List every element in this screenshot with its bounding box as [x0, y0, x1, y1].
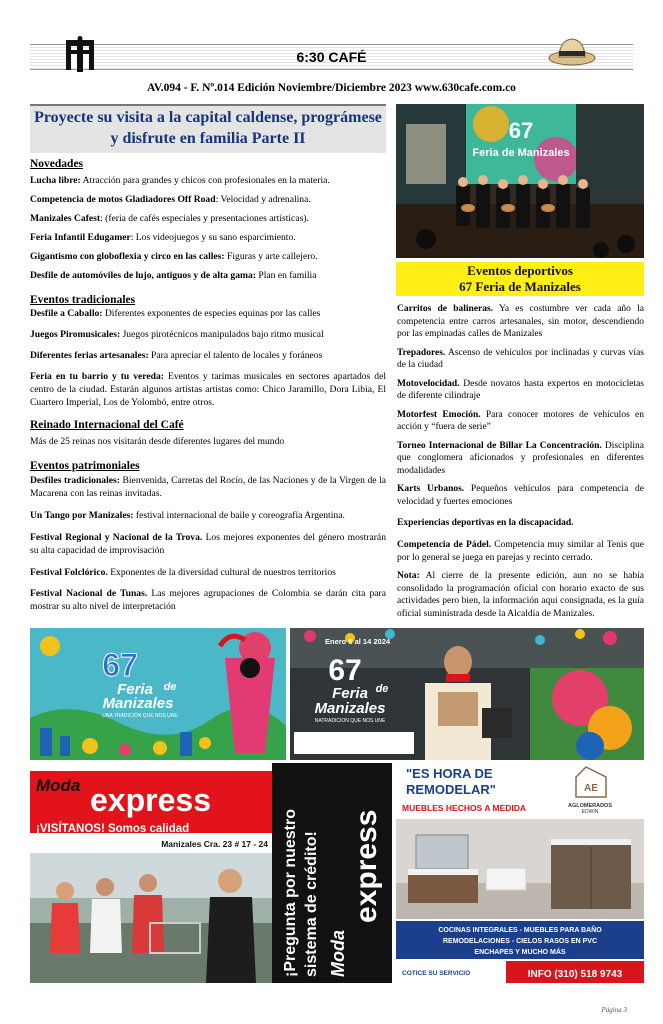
ad-vertical-line1: ¡Pregunta por nuestro — [282, 808, 299, 977]
ad2-services2: REMODELACIONES - CIELOS RASOS EN PVC — [442, 938, 598, 945]
ad-address: Manizales Cra. 23 # 17 - 24 — [161, 839, 268, 849]
banner-tagline: UNA TRADICIÓN QUE NOS UNE — [102, 713, 178, 719]
list-item: Torneo Internacional de Billar La Concentración. Disciplina que conglomera aficionados y profesionales en diferentes modalidades — [397, 440, 644, 476]
list-item: Experiencias deportivas en la discapacidad. — [397, 518, 574, 529]
list-item: Manizales Cafest: (feria de cafés especiales y presentaciones artísticas). — [30, 212, 309, 224]
ad2-headline2: REMODELAR" — [406, 782, 496, 797]
article-headline: Proyecte su visita a la capital caldense, prográmese y disfrute en familia Parte II — [30, 104, 386, 153]
sports-title-line1: Eventos deportivos — [467, 263, 573, 278]
section-title-novedades: Novedades — [30, 157, 84, 170]
ad2-cta: COTICE SU SERVICIO — [402, 970, 471, 977]
banner2-word-de: de — [375, 683, 389, 695]
publication-logo — [64, 36, 96, 74]
ad-vertical-brand: express — [350, 809, 383, 923]
patrimoniales-list — [30, 475, 386, 615]
ad-brand: express — [90, 782, 211, 818]
section-title-reinado: Reinado Internacional del Café — [30, 418, 184, 431]
ad2-phone: INFO (310) 518 9743 — [527, 969, 623, 980]
reinado-text: Más de 25 reinas nos visitarán desde diferentes lugares del mundo — [30, 436, 285, 448]
list-item: Lucha libre: Atracción para grandes y chicos con profesionales en la materia. — [30, 175, 330, 187]
list-item: Motovelocidad. Desde novatos hasta expertos en motocicletas de diferente cilindraje — [397, 378, 644, 402]
banner2-tagline: NATRADICION QUE NOS UNE — [314, 718, 386, 724]
novedades-list — [30, 175, 386, 283]
ad2-logo-text: AGLOMERADOS — [568, 803, 612, 809]
banner-word-feria: Feria — [117, 681, 153, 698]
list-item: Diferentes ferias artesanales: Para apreciar el talento de locales y foráneos — [30, 350, 323, 362]
ad2-services3: ENCHAPES Y MUCHO MÁS — [474, 949, 566, 956]
sports-events-list — [397, 303, 644, 620]
ad2-headline1: "ES HORA DE — [406, 766, 493, 781]
photo-number: 67 — [508, 118, 534, 143]
list-item: Un Tango por Manizales: festival internacional de baile y coreografía Argentina. — [30, 509, 345, 521]
list-item: Karts Urbanos. Pequeños vehículos para competencia de velocidad y fuertes emociones — [397, 484, 644, 507]
sombrero-hat-image — [548, 34, 596, 70]
ad2-subtitle: MUEBLES HECHOS A MEDIDA — [402, 803, 527, 813]
list-item: Festival Folclórico. Exponentes de la diversidad cultural de nuestros territorios — [30, 566, 336, 578]
feria-poster-banner — [30, 628, 286, 760]
moda-express-ad — [30, 763, 392, 983]
banner-dates: Enero 5 al 14 2024 — [325, 637, 391, 646]
list-item: Carritos de balineras. Ya es costumbre ver cada año la competencia entre carros artesanales, sin motor, descendiendo por las empinadas calles de Manizales — [397, 304, 644, 340]
ad-brand-script: Moda — [36, 776, 81, 795]
sports-events-title — [396, 262, 644, 296]
list-item: Festival Nacional de Tunas. Las mejores agrupaciones de Colombia se darán cita para mostrar su alto nivel de interpretación — [30, 588, 386, 613]
feria-dates-banner — [290, 628, 644, 760]
list-item: Feria Infantil Edugamer: Los videojuegos y su sano esparcimiento. — [30, 231, 296, 243]
banner2-word-feria: Feria — [332, 685, 368, 702]
page-header — [30, 44, 633, 70]
list-item: Competencia de motos Gladiadores Off Road: Velocidad y adrenalina. — [30, 194, 311, 206]
banner-word-manizales: Manizales — [102, 695, 174, 712]
list-item: Juegos Piromusicales: Juegos pirotécnicos manipulados bajo ritmo musical — [30, 329, 324, 341]
aglomerados-edwin-ad — [396, 763, 644, 983]
ad-vertical-script: Moda — [328, 930, 348, 977]
ad2-logo-sub: EDWIN — [581, 809, 599, 815]
ad-slogan: ¡VISÍTANOS! Somos calidad — [36, 823, 190, 835]
section-title-tradicionales: Eventos tradicionales — [30, 293, 136, 306]
sports-title-line2: 67 Feria de Manizales — [459, 279, 581, 294]
list-item: Motorfest Emoción. Para conocer motores de vehículos en acción y “fuera de serie” — [397, 409, 644, 433]
svg-text:AE: AE — [584, 783, 598, 794]
list-item: Desfiles tradicionales: Bienvenida, Carretas del Rocío, de las Naciones y de la Virgen de la Macarena con las reinas invitadas. — [30, 474, 386, 499]
tradicionales-list — [30, 308, 386, 410]
ad-vertical-line2: sistema de crédito! — [303, 831, 320, 977]
list-item: Desfile a Caballo: Diferentes exponentes de especies equinas por las calles — [30, 308, 321, 320]
list-item: Festival Regional y Nacional de la Trova. Los mejores exponentes del género mostrarán su alta capacidad de improvisación — [30, 531, 386, 556]
list-item: Gigantismo con globoflexia y circo en las calles: Figuras y arte callejero. — [30, 250, 318, 262]
list-item: Desfile de automóviles de lujo, antiguos y de alta gama: Plan en familia — [30, 269, 317, 281]
page-number: Página 3 — [601, 1006, 627, 1014]
list-item: Feria en tu barrio y tu vereda: Eventos y tarimas musicales en sectores apartados del centro de la ciudad. Estarán algunos artistas artistas como: Chico Jaramillo, Dora Libia, El Cuartero Imperial, Los de Yolombó, entre otros. — [30, 371, 386, 408]
list-item: Competencia de Pádel. Competencia muy similar al Tenis que por lo general se juega en parejas y recinto cerrado. — [397, 539, 644, 563]
left-column — [30, 104, 386, 614]
publication-title: 6:30 CAFÉ — [296, 49, 367, 65]
banner-word-de: de — [163, 681, 177, 693]
ad2-services1: COCINAS INTEGRALES - MUEBLES PARA BAÑO — [438, 927, 602, 934]
photo-caption: Feria de Manizales — [472, 147, 570, 159]
banner2-number: 67 — [328, 654, 362, 687]
section-title-patrimoniales: Eventos patrimoniales — [30, 460, 140, 473]
list-item: Trepadores. Ascenso de vehículos por inclinadas y curvas vías de la ciudad — [397, 347, 644, 371]
note-item: Nota: Al cierre de la presente edición, aun no se había consolidado la programación oficial con horario exacto de sus actividades pero bien, la información aquí consignada, es la guía oficial suministrada desde la Alcaldía de Manizales. — [397, 571, 644, 619]
banner-number: 67 — [102, 647, 138, 683]
edition-line: AV.094 - F. Nº.014 Edición Noviembre/Diciembre 2023 www.630cafe.com.co — [147, 82, 516, 94]
feria-stage-photo — [396, 104, 644, 258]
banner2-word-manizales: Manizales — [314, 700, 386, 717]
